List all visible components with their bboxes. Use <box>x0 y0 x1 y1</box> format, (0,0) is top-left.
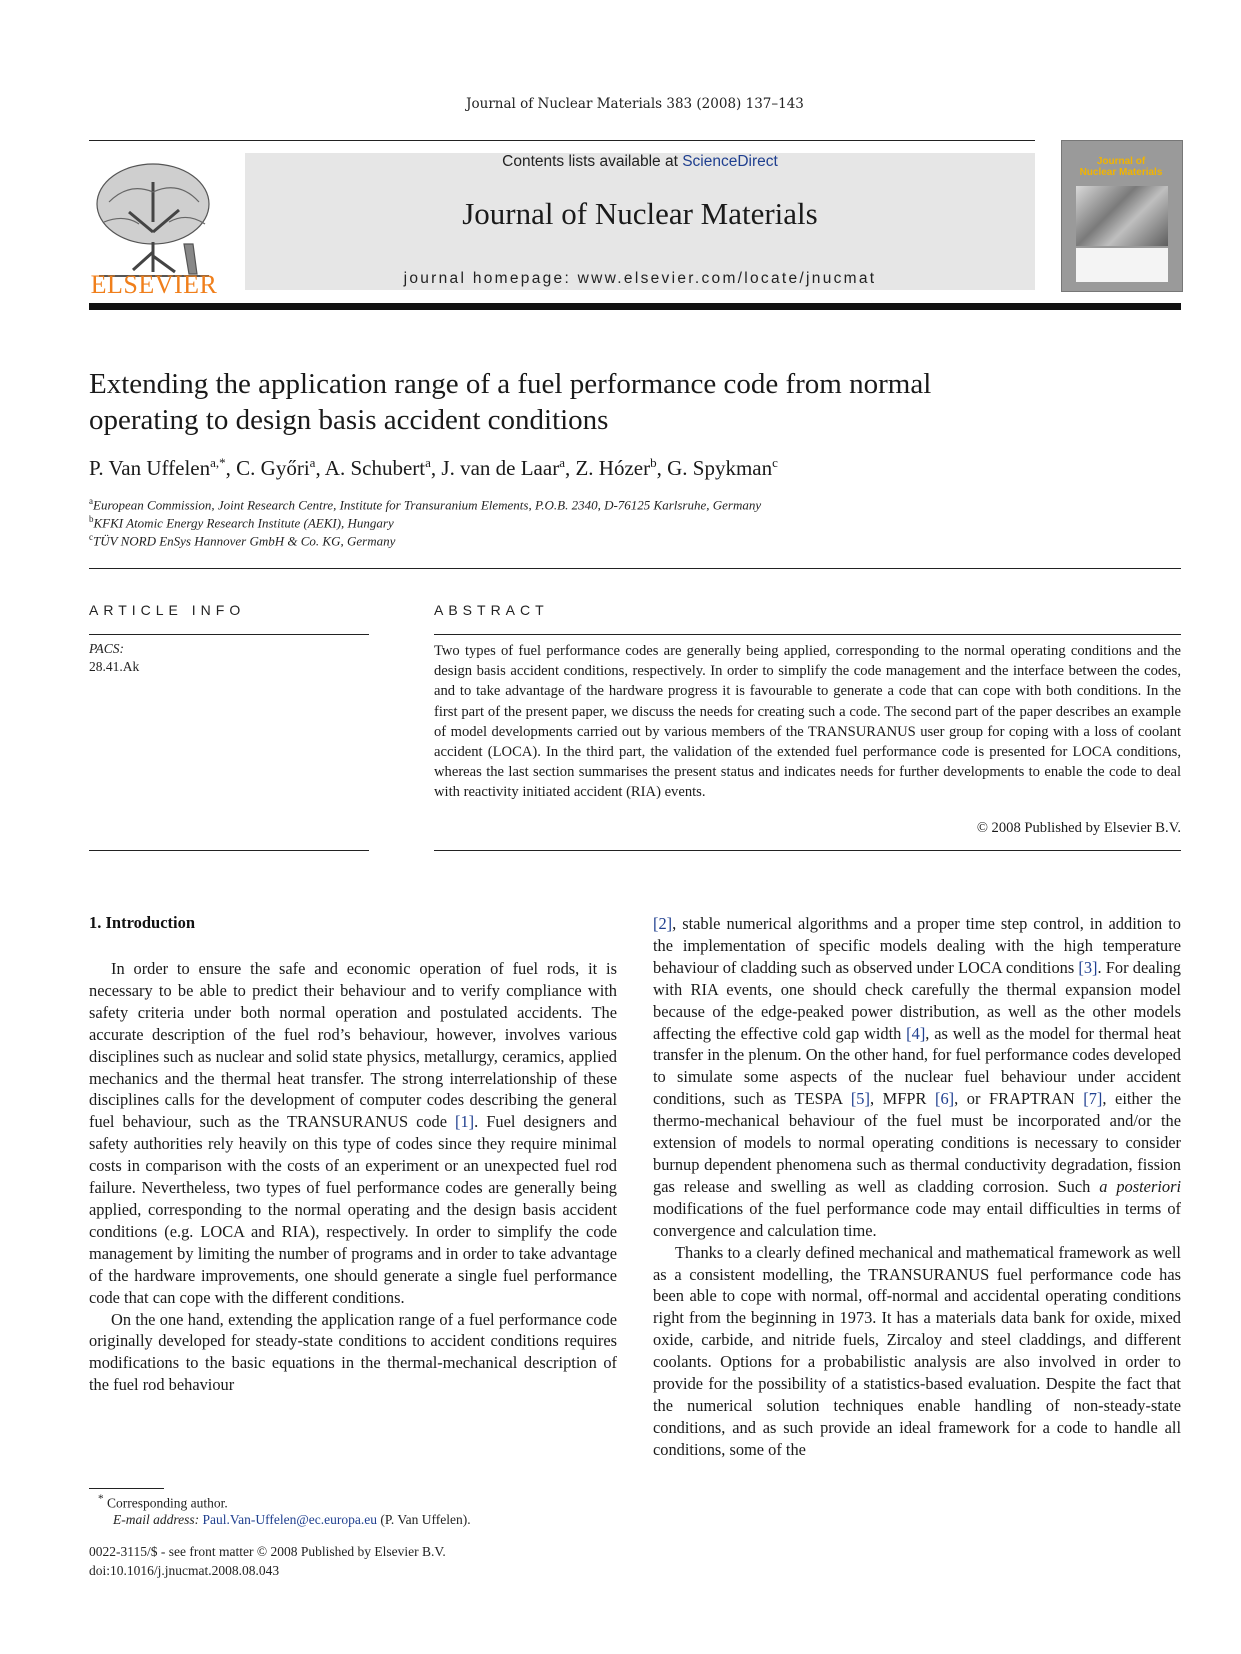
affiliation-a <box>89 496 1089 513</box>
abstract-bottom-rule <box>434 850 1181 851</box>
affiliation-mark: a <box>89 496 93 506</box>
citation-link[interactable]: [3] <box>1078 957 1098 977</box>
italic-text: a posteriori <box>1099 1176 1181 1196</box>
abstract-rule <box>434 634 1181 635</box>
elsevier-wordmark: ELSEVIER <box>90 270 218 299</box>
affiliation-text: TÜV NORD EnSys Hannover GmbH & Co. KG, Germany <box>93 533 396 549</box>
citation-link[interactable]: [7] <box>1083 1089 1103 1109</box>
journal-title: Journal of Nuclear Materials <box>462 196 818 231</box>
text-run: . For dealing with RIA events, one should check carefully the thermal expansion model because of the edge-peaked power distribution, as well as the other models affecting the effective cold gap width <box>653 957 1181 1043</box>
citation-link[interactable]: [5] <box>850 1089 870 1109</box>
cover-lower-panel <box>1076 248 1168 282</box>
text-run: In order to ensure the safe and economic operation of fuel rods, it is necessary to be able to predict their behaviour and to verify compliance with safety criteria under both normal operation and postulated accidents. The accurate description of the fuel rod’s behaviour, however, involves various disciplines such as nuclear and solid state physics, metallurgy, ceramics, applied mechanics and the thermal heat transfer. The strong interrelationship of these disciplines calls for the development of computer codes describing the general fuel behaviour, such as the TRANSURANUS code <box>89 959 617 1132</box>
email-suffix: (P. Van Uffelen). <box>377 1512 471 1527</box>
footnote-email <box>113 1512 471 1528</box>
issn-line: 0022-3115/$ - see front matter © 2008 Published by Elsevier B.V. <box>89 1544 446 1559</box>
paragraph <box>653 913 1181 1242</box>
pacs-block <box>89 640 139 676</box>
author-name: C. Győri <box>236 456 310 480</box>
author-affiliation-mark: a,* <box>210 455 226 470</box>
affiliation-c <box>89 532 1089 549</box>
author-list: P. Van Uffelen$^{a,*}$, C. Győri$^a$, A. Schubert$^a$, J. van de Laar$^a$, Z. Hózer$^b$, G. Spykman$^c$ <box>89 455 778 480</box>
article-info-rule <box>89 634 369 635</box>
doi-line[interactable]: doi:10.1016/j.jnucmat.2008.08.043 <box>89 1563 280 1578</box>
pacs-value: 28.41.Ak <box>89 659 140 674</box>
affiliation-mark: b <box>89 514 94 524</box>
abstract-copyright: © 2008 Published by Elsevier B.V. <box>976 820 1181 836</box>
cover-title-line1: Journal of <box>1096 156 1146 167</box>
abstract-heading: ABSTRACT <box>434 602 549 618</box>
paragraph <box>89 958 617 1309</box>
sciencedirect-link[interactable]: ScienceDirect <box>682 153 778 170</box>
email-link[interactable]: Paul.Van-Uffelen@ec.europa.eu <box>202 1512 377 1527</box>
footnote-corresponding <box>98 1493 228 1512</box>
body-column-right <box>653 913 1181 1461</box>
text-run: , MFPR <box>869 1089 935 1109</box>
paragraph: Thanks to a clearly defined mechanical and mathematical framework as well as a consistent modelling, the TRANSURANUS fuel performance code has been able to cope with normal, off-normal and accidental operating conditions right from the beginning in 1973. It has a materials data bank for oxide, mixed oxide, carbide, and nitride fuels, Zircaloy and steel claddings, and different coolants. Options for a probabilistic analysis are also involved in order to provide for the possibility of a statistics-based evaluation. Despite the fact that the numerical solution techniques enable handling of non-steady-state conditions, and as such provide an ideal framework for a code to handle all conditions, some of the <box>653 1242 1181 1459</box>
header-rule <box>89 140 1035 141</box>
text-run: , stable numerical algorithms and a proper time step control, in addition to the implementation of specific models dealing with the high temperature behaviour of cladding such as observed under LOCA conditions <box>653 914 1181 977</box>
author-affiliation-mark: a <box>425 455 431 470</box>
cover-title-line2: Nuclear Materials <box>1079 167 1163 178</box>
contents-prefix: Contents lists available at <box>502 153 683 170</box>
article-title <box>89 366 1089 438</box>
affiliation-mark: c <box>89 532 93 542</box>
author-affiliation-mark: a <box>309 455 316 470</box>
email-label: E-mail address: <box>113 1512 203 1527</box>
journal-reference: Journal of Nuclear Materials 383 (2008) 137–143 <box>466 96 804 112</box>
author-name: P. Van Uffelen <box>89 456 211 480</box>
affiliation-text: European Commission, Joint Research Centre, Institute for Transuranium Elements, P.O.B. 2340, D-76125 Karlsruhe, Germany <box>93 497 762 513</box>
citation-link[interactable]: [4] <box>906 1023 926 1043</box>
text-run: modifications of the fuel performance code may entail difficulties in terms of convergence and calculation time. <box>653 1198 1181 1240</box>
pacs-label: PACS: <box>89 641 125 656</box>
title-line-2: operating to design basis accident conditions <box>89 404 609 436</box>
citation-link[interactable]: [2] <box>653 914 673 933</box>
section-heading: 1. Introduction <box>89 913 196 932</box>
header-thick-rule <box>89 303 1181 310</box>
text-run: , as well as the model for thermal heat transfer in the plenum. On the other hand, for fuel performance codes developed to simulate some aspects of the nuclear fuel behaviour under accident conditions, such as TESPA <box>653 1023 1181 1109</box>
citation-link[interactable]: [1] <box>455 1112 475 1132</box>
title-line-1: Extending the application range of a fuel performance code from normal <box>89 368 932 400</box>
author-name: G. Spykman <box>667 456 773 480</box>
footnote-text: Corresponding author. <box>107 1495 228 1511</box>
author-name: A. Schubert <box>324 456 426 480</box>
author-affiliation-mark: b <box>650 455 657 470</box>
author-name: J. van de Laar <box>441 456 560 480</box>
affiliation-text: KFKI Atomic Energy Research Institute (AEKI), Hungary <box>93 515 394 531</box>
paragraph: On the one hand, extending the application range of a fuel performance code originally developed for steady-state conditions to accident conditions requires modifications to the basic equations in the thermal-mechanical description of the fuel rod behaviour <box>89 1309 617 1395</box>
article-info-bottom-rule <box>89 850 369 851</box>
affiliation-b <box>89 514 1089 531</box>
journal-homepage[interactable]: journal homepage: www.elsevier.com/locate/jnucmat <box>403 270 877 287</box>
text-run: , either the thermo-mechanical behaviour of the fuel must be incorporated and/or the extension of models to normal operating conditions is necessary to consider burnup dependent phenomena such as thermal conductivity degradation, fission gas release and swelling as well as cladding corrosion. Such <box>653 1089 1181 1196</box>
author-name: Z. Hózer <box>575 456 651 480</box>
contents-line <box>245 153 1035 171</box>
cover-photo <box>1076 186 1168 246</box>
article-info-heading: ARTICLE INFO <box>89 602 246 618</box>
citation-link[interactable]: [6] <box>934 1089 955 1109</box>
author-affiliation-mark: a <box>559 455 565 470</box>
cover-title <box>1068 156 1174 178</box>
footnote-rule <box>89 1488 164 1489</box>
body-column-left <box>89 958 617 1396</box>
text-run: , or FRAPTRAN <box>954 1089 1084 1109</box>
abstract-text: Two types of fuel performance codes are generally being applied, corresponding to the normal operating conditions and the design basis accident conditions, respectively. In order to simplify the code management and the interface between the codes, and to take advantage of the hardware progress it is favourable to generate a code that can cope with both conditions. In the first part of the present paper, we discuss the needs for creating such a code. The second part of the paper describes an example of model developments carried out by various members of the TRANSURANUS user group for coping with a loss of coolant accident (LOCA). In the third part, the validation of the extended fuel performance code is presented for LOCA conditions, whereas the last section summarises the present status and indicates needs for further developments to enable the code to deal with reactivity initiated accident (RIA) events. <box>434 643 1181 801</box>
section-rule <box>89 568 1181 569</box>
text-run: . Fuel designers and safety authorities rely heavily on this type of codes since they require minimal costs in comparison with the costs of an experiment or an unexpected fuel rod failure. Nevertheless, two types of fuel performance codes are generally being applied, corresponding to the normal operating and the design basis accident conditions (e.g. LOCA and RIA), respectively. In order to simplify the code management by limiting the number of programs and in order to take advantage of the hardware improvements, one should generate a single fuel performance code that can cope with the different conditions. <box>89 1112 617 1307</box>
footnote-marker: * <box>98 1493 104 1505</box>
author-affiliation-mark: c <box>772 455 778 470</box>
